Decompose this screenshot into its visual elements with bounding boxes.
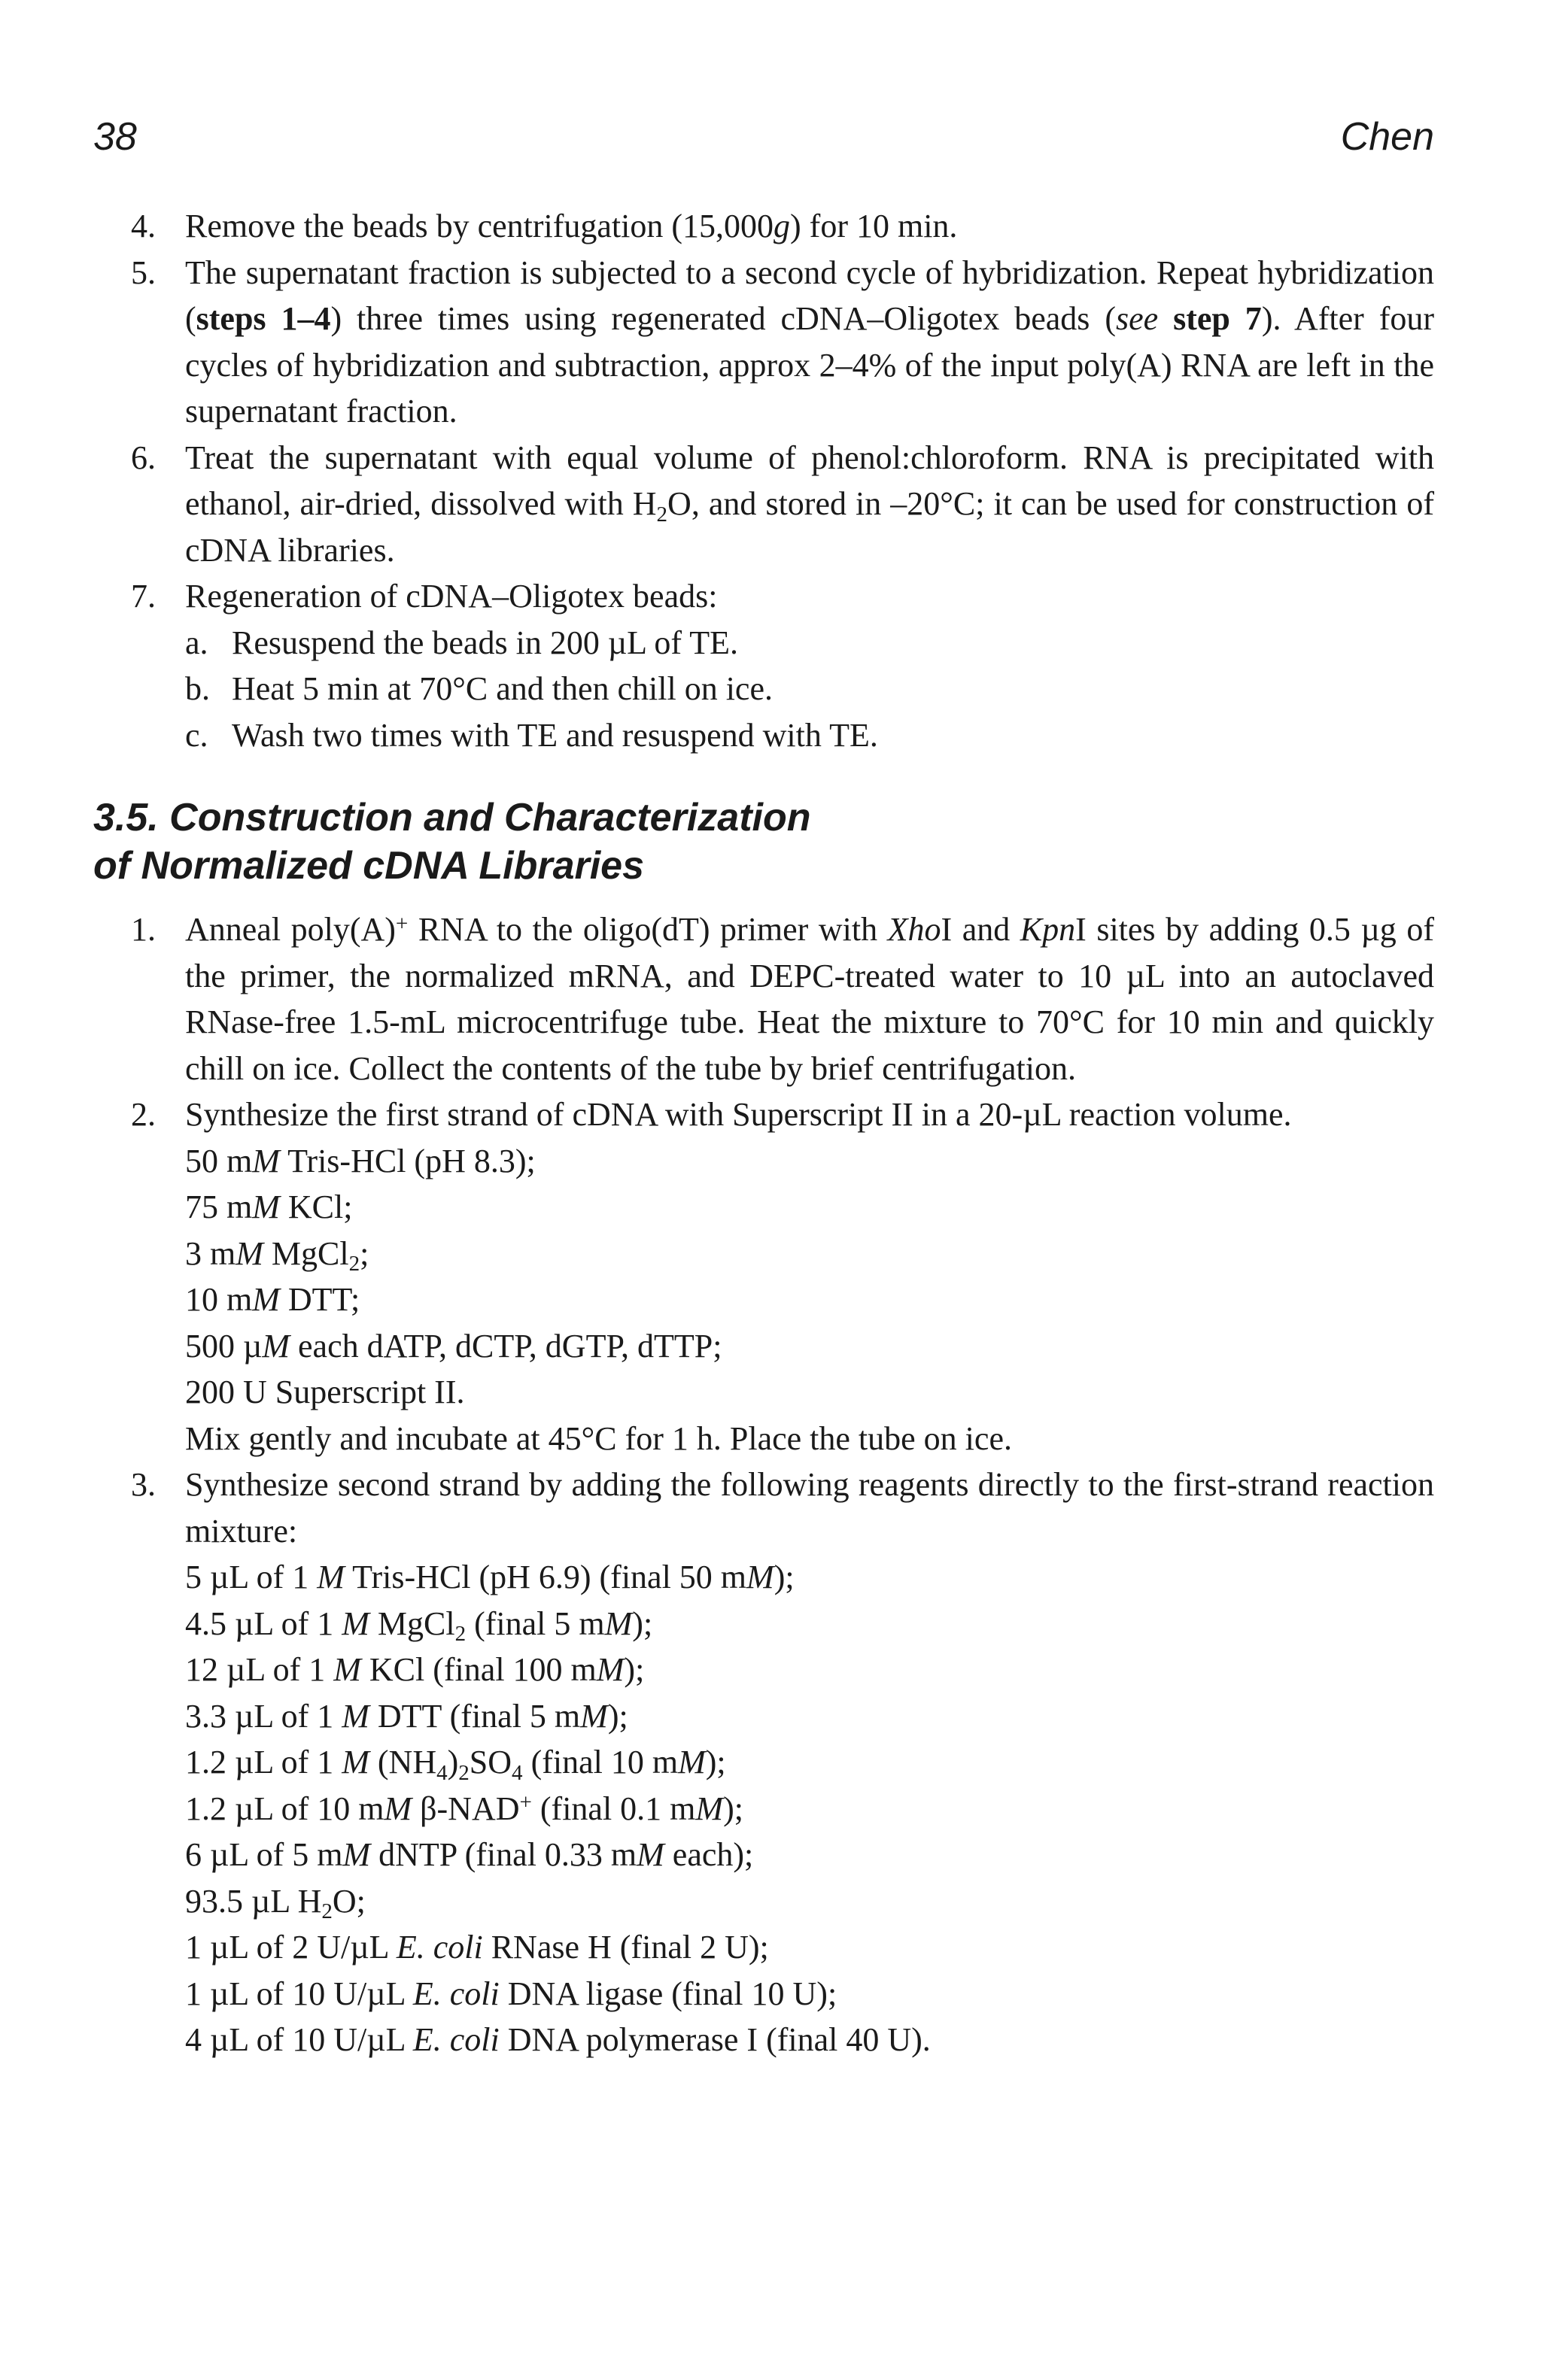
reagent-line: 3.3 µL of 1 M DTT (final 5 mM);: [185, 1697, 628, 1735]
list-item: [93, 250, 1434, 435]
step-number: 5.: [131, 253, 156, 291]
reagent-line: 200 U Superscript II.: [185, 1374, 465, 1410]
step-number: 7.: [131, 578, 156, 615]
step-text: Synthesize the first strand of cDNA with Superscript II in a 20-µL reaction volume.: [185, 1096, 1292, 1133]
reagent-line: 12 µL of 1 M KCl (final 100 mM);: [185, 1651, 645, 1688]
reagent-line: 50 mM Tris-HCl (pH 8.3);: [185, 1142, 536, 1179]
sub-item-letter: b.: [185, 670, 210, 707]
reagent-line: 3 mM MgCl$_2$;: [185, 1234, 369, 1277]
list-item: [93, 906, 1434, 1091]
sub-item-text: Heat 5 min at 70°C and then chill on ice.: [232, 670, 773, 707]
reagent-line: 500 µM each dATP, dCTP, dGTP, dTTP;: [185, 1327, 722, 1365]
reagent-line: 6 µL of 5 mM dNTP (final 0.33 mM each);: [185, 1836, 754, 1873]
reagent-line: 1.2 µL of 10 mM β-NAD+ (final 0.1 mM);: [185, 1790, 743, 1827]
reagent-line: 4 µL of 10 U/µL E. coli DNA polymerase I (final 40 U).: [185, 2021, 931, 2058]
reagent-line: 1 µL of 10 U/µL E. coli DNA ligase (final 10 U);: [185, 1975, 837, 2012]
reagent-line: 1.2 µL of 1 M $(NH_4)_2SO_4$ (final 10 mM);: [185, 1744, 726, 1785]
sub-item-text: Wash two times with TE and resuspend with TE.: [232, 716, 878, 754]
reagent-line: 10 mM DTT;: [185, 1281, 360, 1318]
sub-item: [185, 712, 1434, 759]
step-text: Anneal poly(A)+ RNA to the oligo(dT) primer with XhoI and KpnI sites by adding 0.5 µg of the primer, the normalized mRNA, and DEPC-treated water to 10 µL into an autoclaved RNase-free 1.5-mL microcentrifuge tube. Heat the mixture to 70°C for 10 min and quickly chill on ice. Collect the contents of the tube by brief centrifugation.: [185, 911, 1434, 1087]
step-number: 6.: [131, 439, 156, 476]
step-instruction: Mix gently and incubate at 45°C for 1 h. Place the tube on ice.: [185, 1419, 1012, 1457]
step-number: 3.: [131, 1466, 156, 1503]
reagent-line: 1 µL of 2 U/µL E. coli RNase H (final 2 U);: [185, 1929, 769, 1966]
list-item: [93, 573, 1434, 758]
section-heading-line: of Normalized cDNA Libraries: [93, 844, 645, 888]
list-item: [93, 435, 1434, 574]
sub-item-letter: c.: [185, 716, 208, 754]
section-heading-line: 3.5. Construction and Characterization: [93, 796, 811, 839]
sub-item-text: Resuspend the beads in 200 µL of TE.: [232, 624, 739, 661]
step-text: The supernatant fraction is subjected to a second cycle of hybridization. Repeat hybridization (steps 1–4) three times using regenerated cDNA–Oligotex beads (see step 7). After four cycles of hybridization and subtraction, approx 2–4% of the input poly(A) RNA are left in the supernatant fraction.: [185, 253, 1435, 430]
list-item: [93, 1462, 1434, 2063]
step-text: Treat the supernatant with equal volume of phenol:chloroform. RNA is precipitated with ethanol, air-dried, dissolved with $H_2O$, and stored in –20°C; it can be used for construction of cDNA libraries.: [185, 439, 1434, 569]
reagent-line: 4.5 µL of 1 M MgCl$_2$ (final 5 mM);: [185, 1604, 653, 1647]
running-head-author: Chen: [1340, 115, 1434, 159]
section-3-5: [93, 794, 1434, 2063]
list-item: [93, 1091, 1434, 1462]
sub-item: [185, 666, 1434, 712]
step-number: 4.: [131, 208, 156, 244]
procedure-steps-continued: [93, 203, 1434, 758]
page-number: 38: [93, 115, 137, 159]
running-head: [93, 110, 1434, 164]
step-text: Remove the beads by centrifugation (15,000g) for 10 min.: [185, 208, 958, 244]
sub-item: [185, 620, 1434, 666]
reagent-line: 93.5 µL $H_2O$;: [185, 1882, 366, 1924]
step-text: Regeneration of cDNA–Oligotex beads:: [185, 578, 718, 615]
step-text: Synthesize second strand by adding the following reagents directly to the first-strand reaction mixture:: [185, 1466, 1434, 1550]
reagent-line: 5 µL of 1 M Tris-HCl (pH 6.9) (final 50 mM);: [185, 1559, 795, 1595]
section-heading: [93, 794, 1434, 890]
step-number: 2.: [131, 1096, 156, 1133]
sub-item-letter: a.: [185, 624, 208, 661]
list-item: [93, 203, 1434, 250]
step-number: 1.: [131, 911, 156, 948]
reagent-line: 75 mM KCl;: [185, 1188, 353, 1225]
